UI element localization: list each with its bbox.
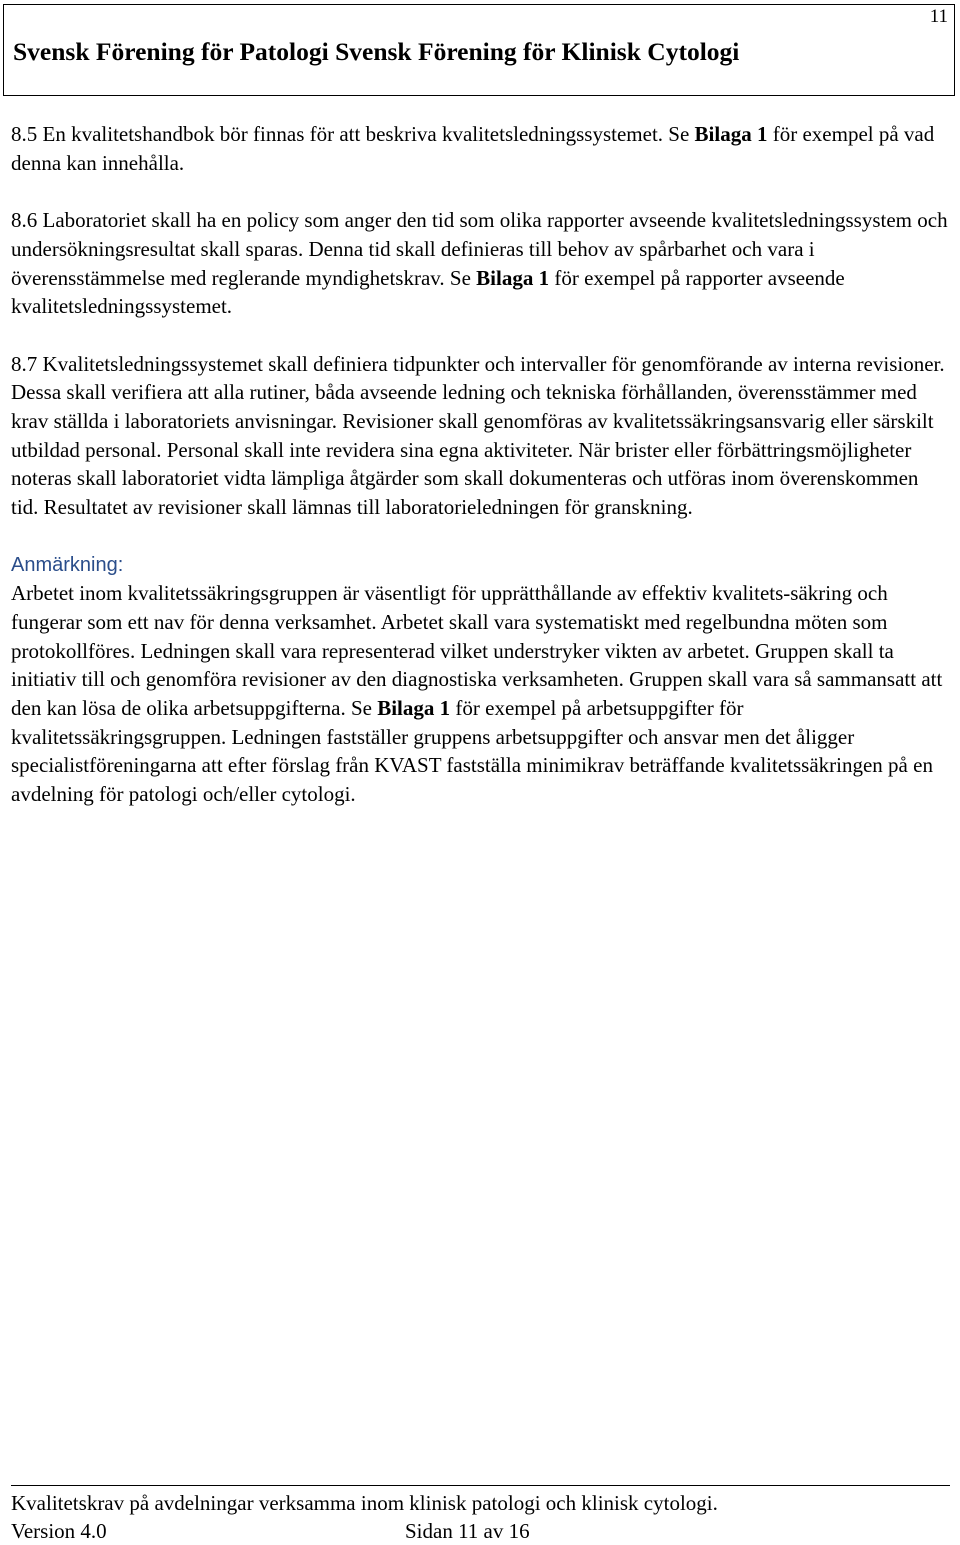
- note-appendix-ref: Bilaga 1: [377, 696, 451, 721]
- section-8-7: 8.7 Kvalitetsledningssystemet skall definiera tidpunkter och intervaller för genomförande av interna revisioner. Dessa skall verifiera att alla rutiner, båda avseende ledning och tekniska förhållanden, överensstämmer med krav ställda i laboratoriets anvisningar. Revisioner skall genomföras av kvalitetssäkringsansvarig eller särskilt utbildad personal. Personal skall inte revidera sina egna aktiviteter. När brister eller förbättringsmöjligheter noteras skall laboratoriet vidta lämpliga åtgärder som skall dokumenteras och utföras inom överenskommen tid. Resultatet av revisioner skall lämnas till laboratorieledningen för granskning.: [11, 351, 945, 520]
- page-header: [3, 4, 955, 96]
- document-body: [11, 120, 949, 809]
- header-title: Svensk Förening för Patologi Svensk Förening för Klinisk Cytologi: [13, 37, 740, 66]
- note-block: [11, 551, 949, 809]
- note-tail: för exempel på arbetsuppgifter för kvalitetssäkringsgruppen. Ledningen fastställer gruppens arbetsuppgifter och ansvar men det åligger specialistföreningarna att efter förslag från KVAST fastställa minimikrav beträffande kvalitetssäkringen på en avdelning för patologi och/eller cytologi.: [11, 696, 933, 807]
- note-text: [11, 579, 949, 809]
- page-footer: [11, 1489, 718, 1545]
- footer-divider: [11, 1485, 950, 1486]
- note-label: Anmärkning:: [11, 553, 124, 576]
- section-8-6-tail: för exempel på rapporter avseende kvalitetsledningssystemet.: [11, 265, 845, 319]
- section-8-6-lead: 8.6 Laboratoriet skall ha en policy som anger den tid som olika rapporter avseende kvalitetsledningssystem och undersökningsresultat skall sparas. Denna tid skall definieras till behov av spårbarhet och vara i överensstämmelse med reglerande myndighetskrav. Se: [11, 208, 948, 290]
- section-8-5-appendix-ref: Bilaga 1: [694, 122, 768, 146]
- section-8-5: [11, 120, 949, 177]
- footer-document-title: Kvalitetskrav på avdelningar verksamma inom klinisk patologi och klinisk cytologi.: [11, 1491, 718, 1515]
- page-number: 11: [929, 6, 948, 27]
- footer-version: Version 4.0: [11, 1519, 107, 1543]
- note-lead: Arbetet inom kvalitetssäkringsgruppen är väsentligt för upprätthållande av effektiv kvalitets-säkring och fungerar som ett nav för denna verksamhet. Arbetet skall vara systematiskt med regelbundna möten som protokollföres. Ledningen skall vara representerad vilket understryker vikten av arbetet. Gruppen skall ta initiativ till och genomföra revisioner av den diagnostiska verksamheten. Gruppen skall vara så sammansatt att den kan lösa de olika arbetsuppgifterna. Se: [11, 581, 943, 721]
- section-8-5-lead: 8.5 En kvalitetshandbok bör finnas för att beskriva kvalitetsledningssystemet. Se: [11, 122, 695, 146]
- section-8-6: [11, 206, 949, 321]
- section-8-6-appendix-ref: Bilaga 1: [476, 265, 550, 290]
- section-8-5-tail: för exempel på vad denna kan innehålla.: [11, 122, 935, 175]
- footer-meta: [11, 1517, 718, 1545]
- footer-page-indicator: Sidan 11 av 16: [405, 1519, 530, 1543]
